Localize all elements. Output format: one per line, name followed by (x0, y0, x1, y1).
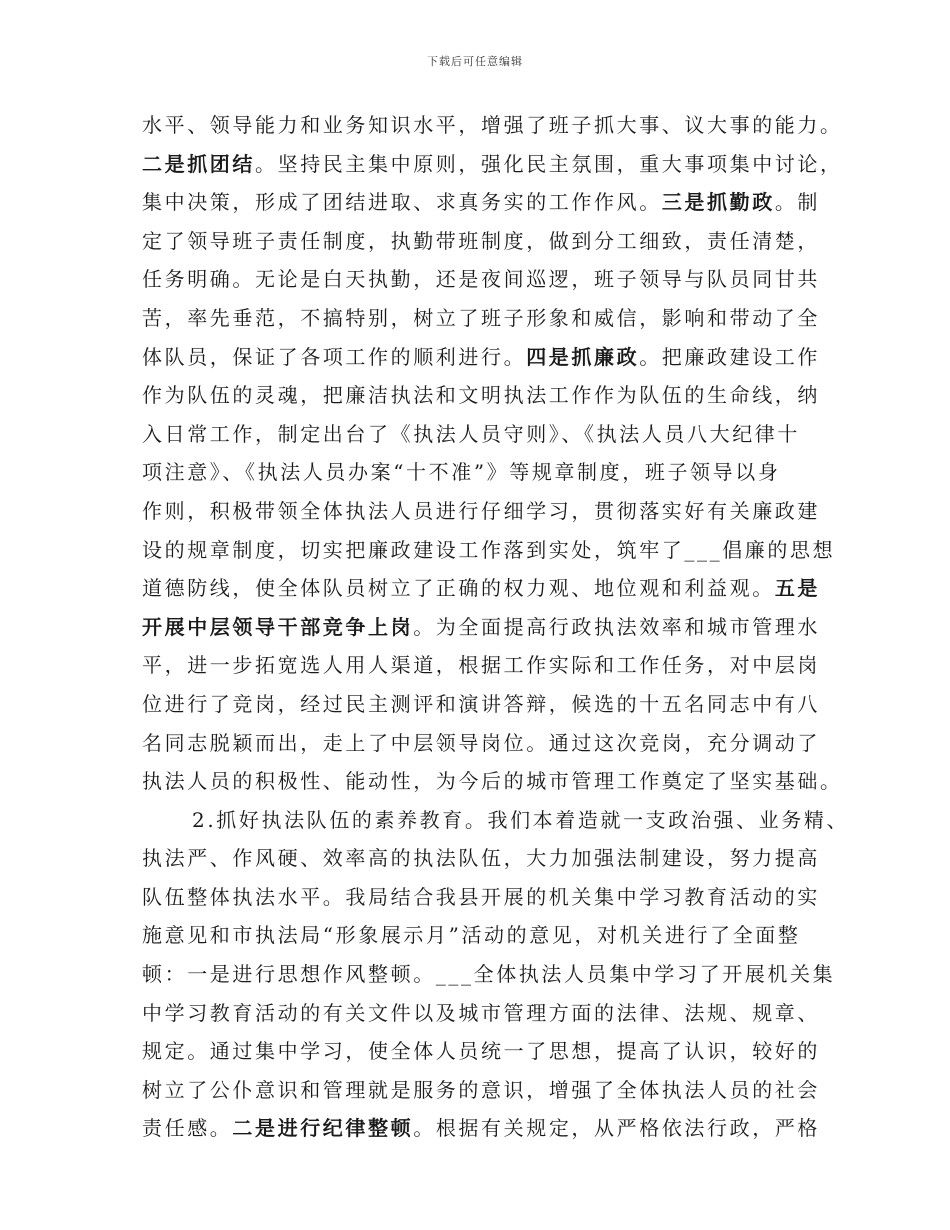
text-line (142, 1032, 820, 1071)
document-body (142, 106, 850, 1148)
body-text: 平，进一步拓宽选人用人渠道，根据工作实际和工作任务，对中层岗 (142, 653, 820, 678)
body-text: 名同志脱颖而出，走上了中层领导岗位。通过这次竞岗，充分调动了 (142, 730, 820, 755)
body-text: 。制 (774, 190, 821, 215)
text-line (142, 376, 820, 415)
text-line (142, 916, 808, 955)
bold-heading-text: 二是抓团结 (142, 151, 255, 176)
body-text: 队伍整体执法水平。我局结合我县开展的机关集中学习教育活动的实 (142, 884, 820, 909)
body-text: 体队员，保证了各项工作的顺利进行。 (142, 344, 527, 369)
text-line (142, 994, 820, 1033)
body-text: 树立了公仆意识和管理就是服务的意识，增强了全体执法人员的社会 (142, 1077, 820, 1102)
text-line (142, 878, 820, 917)
body-text: 。为全面提高行政执法效率和城市管理水 (413, 614, 821, 639)
body-text: 作则，积极带领全体执法人员进行仔细学习，贯彻落实好有关廉政建 (142, 498, 820, 523)
text-line (142, 338, 821, 377)
body-text: 位进行了竞岗，经过民主测评和演讲答辩，候选的十五名同志中有八 (142, 691, 820, 716)
text-line (142, 608, 821, 647)
page-header: 下载后可任意编辑 (427, 55, 523, 68)
body-text: 苦，率先垂范，不搞特别，树立了班子形象和威信，影响和带动了全 (142, 305, 820, 330)
text-line (142, 453, 808, 492)
text-line (142, 839, 820, 878)
text-line (142, 955, 836, 994)
body-text: 任务明确。无论是白天执勤，还是夜间巡逻，班子领导与队员同甘共 (142, 267, 820, 292)
text-line (142, 762, 843, 801)
body-text: 设的规章制度，切实把廉政建设工作落到实处，筑牢了___倡廉的思想 (142, 537, 836, 562)
bold-heading-text: 三是抓勤政 (661, 190, 775, 215)
text-line (142, 492, 820, 531)
body-text: 2.抓好执法队伍的素养教育。我们本着造就一支政治强、业务精、 (192, 807, 850, 832)
text-line (142, 724, 820, 763)
body-text: 项注意》、《执法人员办案“十不准”》等规章制度，班子领导以身 (142, 460, 781, 485)
bold-heading-text: 四是抓廉政 (526, 344, 640, 369)
body-text: 定了领导班子责任制度，执勤带班制度，做到分工细致，责任清楚， (142, 228, 820, 253)
text-line (142, 646, 820, 685)
body-text: 。把廉政建设工作 (639, 344, 821, 369)
body-text: 执法严、作风硬、效率高的执法队伍，大力加强法制建设，努力提高 (142, 846, 820, 871)
body-text: 道德防线，使全体队员树立了正确的权力观、地位观和利益观。 (142, 576, 775, 601)
text-line (142, 415, 808, 454)
body-text: 规定。通过集中学习，使全体人员统一了思想，提高了认识，较好的 (142, 1039, 820, 1064)
body-text: 中学习教育活动的有关文件以及城市管理方面的法律、法规、规章、 (142, 1000, 820, 1025)
text-line (142, 222, 820, 261)
bold-heading-text: 二是进行纪律整顿 (232, 1116, 414, 1141)
text-line (142, 106, 843, 145)
body-text: 顿：一是进行思想作风整顿。___全体执法人员集中学习了开展机关集 (142, 962, 836, 987)
body-text: 。根据有关规定，从严格依法行政，严格 (413, 1116, 821, 1141)
text-line (142, 569, 821, 608)
body-text: 水平、领导能力和业务知识水平，增强了班子抓大事、议大事的能力。 (142, 113, 843, 137)
body-text: 入日常工作，制定出台了《执法人员守则》、《执法人员八大纪律十 (142, 421, 800, 446)
text-line (142, 1071, 820, 1110)
body-text: 执法人员的积极性、能动性，为今后的城市管理工作奠定了坚实基础。 (142, 769, 843, 794)
body-text: 作为队伍的灵魂，把廉洁执法和文明执法工作作为队伍的生命线，纳 (142, 383, 820, 408)
bold-heading-text: 开展中层领导干部竞争上岗 (142, 614, 414, 639)
body-text: 责任感。 (142, 1116, 233, 1141)
text-line (142, 145, 843, 184)
text-line (142, 531, 836, 570)
text-line (142, 685, 820, 724)
bold-heading-text: 五是 (774, 576, 821, 601)
body-text: 施意见和市执法局“形象展示月”活动的意见，对机关进行了全面整 (142, 923, 801, 948)
body-text: 集中决策，形成了团结进取、求真务实的工作作风。 (142, 190, 662, 215)
text-line (142, 260, 820, 299)
text-line (142, 183, 821, 222)
text-line (142, 299, 820, 338)
text-line (142, 1109, 821, 1148)
text-line (142, 801, 850, 840)
body-text: 。坚持民主集中原则，强化民主氛围，重大事项集中讨论， (255, 151, 843, 176)
